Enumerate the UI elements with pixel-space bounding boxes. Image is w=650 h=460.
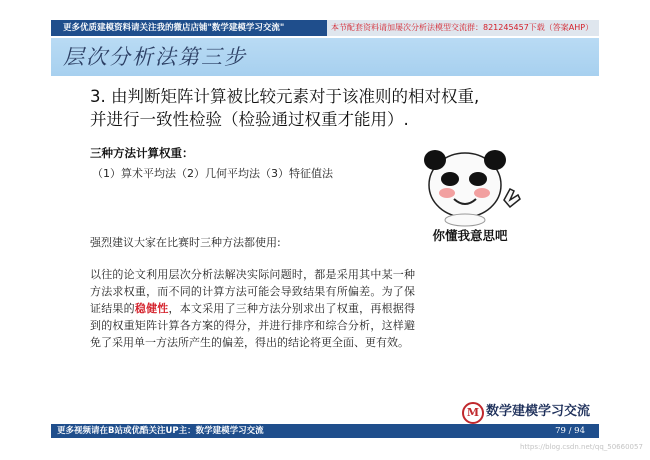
m-logo-icon: M bbox=[462, 402, 484, 424]
step-heading bbox=[90, 85, 550, 131]
recommendation-text: 强烈建议大家在比赛时三种方法都使用: bbox=[90, 236, 281, 249]
panda-cheek-left bbox=[439, 188, 455, 198]
panda-eye-left bbox=[441, 172, 459, 186]
robustness-highlight: 稳健性 bbox=[134, 302, 169, 315]
group-banner: 本节配套资料请加屡次分析法模型交流群：821245457下载（答案AHP） bbox=[327, 20, 599, 36]
slide-title: 层次分析法第三步 bbox=[63, 45, 247, 69]
bottom-banner bbox=[51, 424, 599, 438]
panda-body bbox=[445, 214, 485, 226]
panda-eye-right bbox=[469, 172, 487, 186]
top-banner bbox=[0, 0, 650, 36]
shop-banner: 更多优质建模资料请关注我的微店店铺"数学建模学习交流" bbox=[51, 20, 327, 36]
meme-caption: 你懂我意思吧 bbox=[432, 228, 508, 243]
url-watermark: https://blog.csdn.net/qq_50660057 bbox=[520, 443, 643, 451]
heading-line-2: 并进行一致性检验（检验通过权重才能用）. bbox=[90, 110, 409, 129]
hand-gesture-icon bbox=[504, 189, 520, 207]
paragraph-text-1: 以往的论文利用层次分析法解决实际问题时，都是采用其中某一种方法求权重，而不同的计算方法可能会导致结果有所偏差。为了保证结果的 bbox=[90, 268, 415, 315]
heading-line-1: 3. 由判断矩阵计算被比较元素对于该准则的相对权重, bbox=[90, 87, 480, 106]
page-number: 79 / 94 bbox=[555, 426, 585, 436]
paragraph-text-2: ，本文采用了三种方法分别求出了权重，再根据得到的权重矩阵计算各方案的得分，并进行排序和综合分析，这样避免了采用单一方法所产生的偏差，得出的结论将更全面、更有效。 bbox=[90, 302, 416, 349]
methods-list: （1）算术平均法（2）几何平均法（3）特征值法 bbox=[92, 167, 333, 180]
bottom-banner-text: 更多视频请在B站或优酷关注UP主：数学建模学习交流 bbox=[57, 426, 264, 436]
methods-subheading: 三种方法计算权重： bbox=[90, 146, 194, 160]
panda-ear-right bbox=[484, 150, 506, 170]
explanation-paragraph bbox=[90, 266, 415, 351]
panda-cheek-right bbox=[474, 188, 490, 198]
panda-ear-left bbox=[424, 150, 446, 170]
logo-text: 数学建模学习交流 bbox=[486, 404, 591, 419]
title-band bbox=[51, 38, 599, 76]
